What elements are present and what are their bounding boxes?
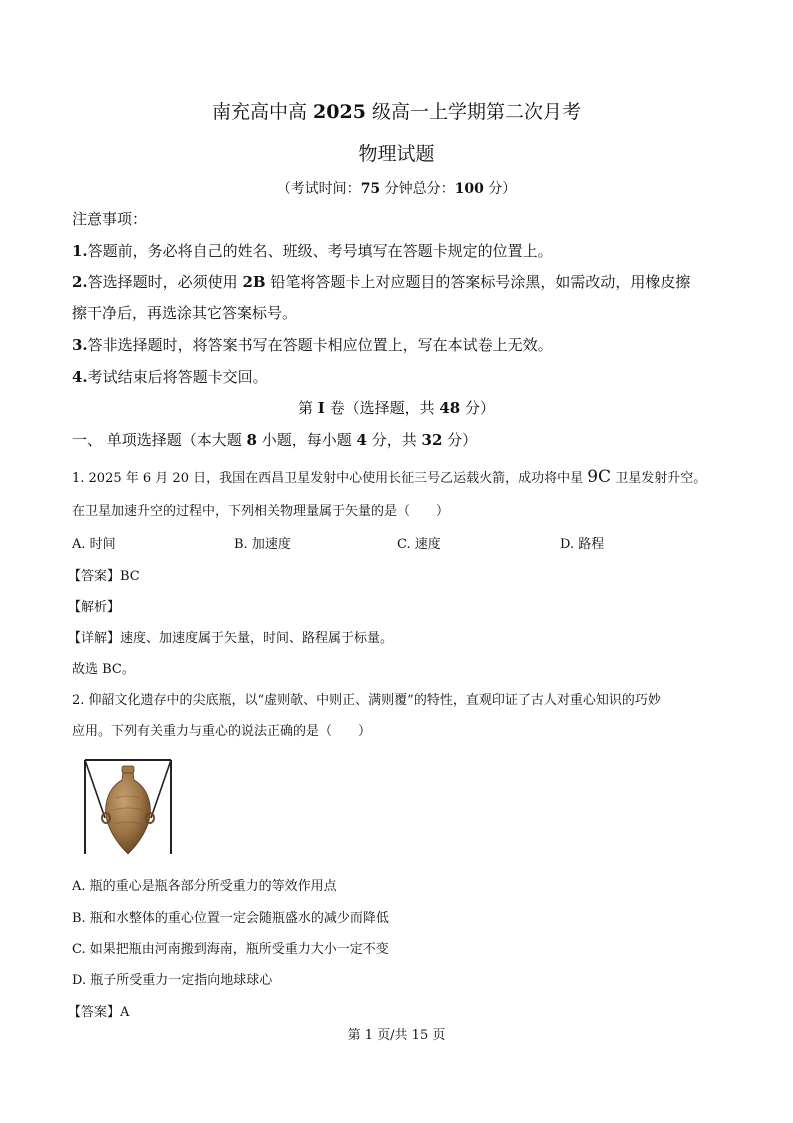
- q2-stem-cont: 应用。下列有关重力与重心的说法正确的是（ ）: [72, 724, 372, 739]
- q1-analysis-tag: 【解析】: [68, 600, 121, 615]
- exam-info: （考试时间：75 分钟总分：100 分）: [276, 181, 517, 197]
- q1-stem: 1. 2025 年 6 月 20 日，我国在西昌卫星发射中心使用长征三号乙运载火箭，成功将中星 9C 卫星发射升空。: [72, 467, 707, 487]
- note-1: 1.答题前，务必将自己的姓名、班级、考号填写在答题卡规定的位置上。: [72, 242, 553, 260]
- q1-answer: 【答案】BC: [68, 569, 140, 584]
- q1-option-b: B. 加速度: [234, 537, 291, 552]
- note-4: 4.考试结束后将答题卡交回。: [72, 368, 268, 386]
- q2-option-b: B. 瓶和水整体的重心位置一定会随瓶盛水的减少而降低: [72, 911, 389, 926]
- q1-conclusion: 故选 BC。: [72, 662, 135, 677]
- volume-heading: 第 I 卷（选择题，共 48 分）: [297, 399, 495, 417]
- page-footer: 第 1 页/共 15 页: [347, 1028, 446, 1043]
- q2-stem: 2. 仰韶文化遗存中的尖底瓶，以“虚则欹、中则正、满则覆”的特性，直观印证了古人对重心知识的巧妙: [72, 693, 661, 708]
- note-2-cont: 擦干净后，再选涂其它答案标号。: [72, 304, 298, 322]
- q1-option-c: C. 速度: [397, 537, 441, 552]
- q1-option-a: A. 时间: [72, 537, 116, 552]
- q2-option-c: C. 如果把瓶由河南搬到海南，瓶所受重力大小一定不变: [72, 942, 389, 957]
- note-2: 2.答选择题时，必须使用 2B 铅笔将答题卡上对应题目的答案标号涂黑，如需改动，用橡皮擦: [72, 273, 691, 291]
- q1-detail: 【详解】速度、加速度属于矢量，时间、路程属于标量。: [68, 631, 394, 646]
- q2-answer: 【答案】A: [68, 1005, 130, 1020]
- pointed-bottom-jar-figure: [82, 758, 174, 856]
- note-3: 3.答非选择题时，将答案书写在答题卡相应位置上，写在本试卷上无效。: [72, 336, 553, 354]
- part-heading: 一、 单项选择题（本大题 8 小题，每小题 4 分，共 32 分）: [72, 431, 478, 449]
- exam-title: 南充高中高 2025 级高一上学期第二次月考: [212, 101, 581, 123]
- q2-option-a: A. 瓶的重心是瓶各部分所受重力的等效作用点: [72, 879, 337, 894]
- q1-option-d: D. 路程: [560, 537, 605, 552]
- notes-heading: 注意事项：: [72, 210, 148, 228]
- subject-title: 物理试题: [358, 143, 435, 165]
- q2-option-d: D. 瓶子所受重力一定指向地球球心: [72, 973, 273, 988]
- q1-stem-cont: 在卫星加速升空的过程中，下列相关物理量属于矢量的是（ ）: [72, 504, 450, 519]
